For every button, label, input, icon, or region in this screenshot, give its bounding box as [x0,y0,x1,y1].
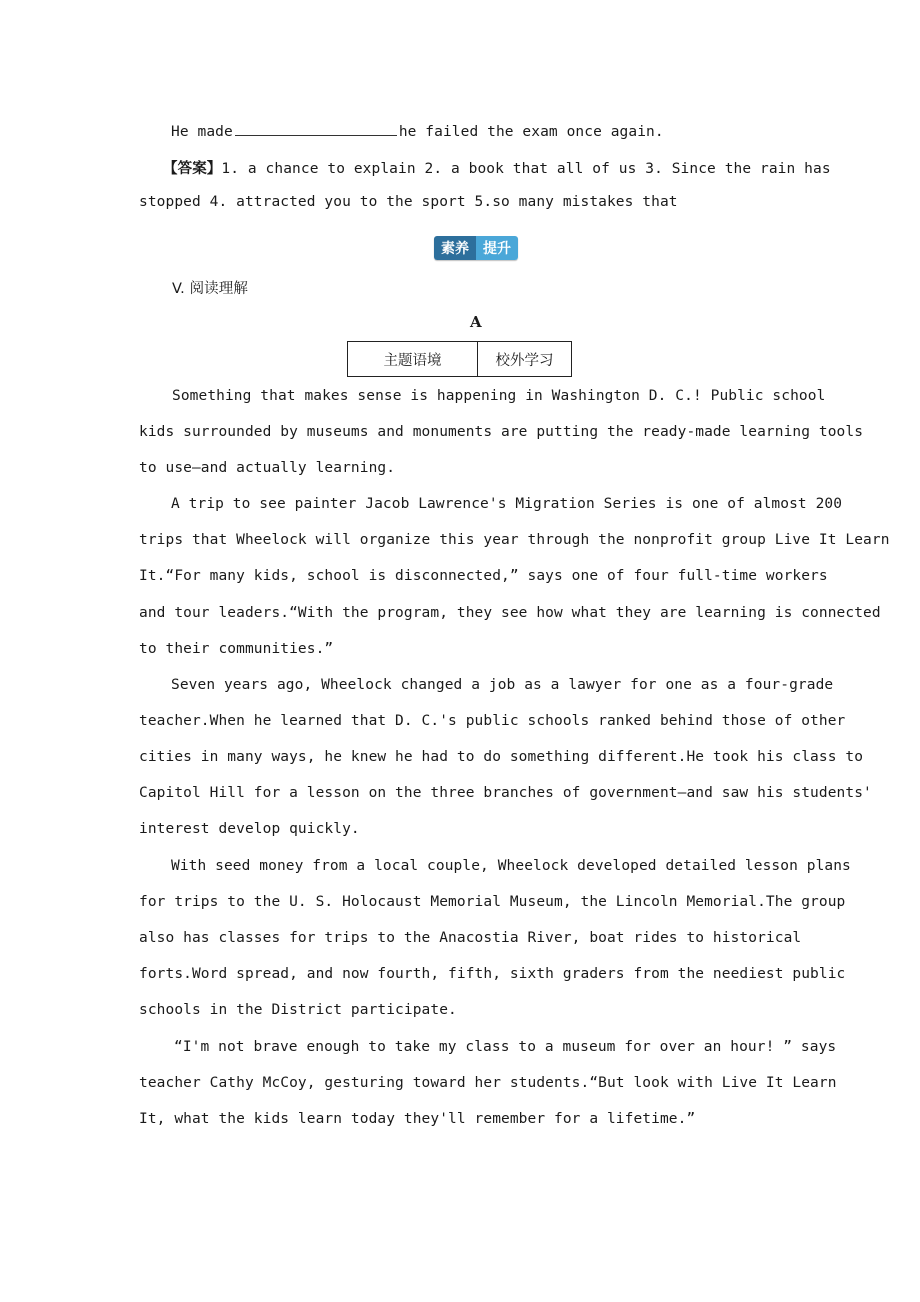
section-title: V. 阅读理解 [172,281,248,297]
badge-left-label: 素养 [434,236,476,260]
answer-label: 【答案】 [163,161,222,177]
passage-line: A trip to see painter Jacob Lawrence's Migration Series is one of almost 200 [171,496,843,512]
passage-line: schools in the District participate. [139,1002,457,1018]
passage-line: cities in many ways, he knew he had to do something different.He took his class to [139,749,864,765]
badge-right-label: 提升 [476,236,518,260]
part-heading: A [470,313,482,331]
sentence-start: He made [171,124,233,140]
theme-label-cell: 主题语境 [348,342,478,377]
passage-line: It.“For many kids, school is disconnected,” says one of four full-time workers [139,568,828,584]
passage-line: trips that Wheelock will organize this year through the nonprofit group Live It Learn [139,532,890,548]
passage-line: to use—and actually learning. [139,460,396,476]
passage-line: forts.Word spread, and now fourth, fifth, sixth graders from the neediest public [139,966,846,982]
answer-blank [235,121,397,136]
theme-table [347,341,572,377]
passage-line: to their communities.” [139,641,334,657]
passage-line: kids surrounded by museums and monuments are putting the ready-made learning tools [139,424,864,440]
passage-line: teacher.When he learned that D. C.'s public schools ranked behind those of other [139,713,846,729]
sentence-end: he failed the exam once again. [398,124,664,140]
passage-line: “I'm not brave enough to take my class to a museum for over an hour! ” says [174,1039,837,1055]
passage-line: also has classes for trips to the Anacostia River, boat rides to historical [139,930,802,946]
passage-line: With seed money from a local couple, Wheelock developed detailed lesson plans [171,858,851,874]
passage-line: It, what the kids learn today they'll remember for a lifetime.” [139,1111,696,1127]
passage-line: Capitol Hill for a lesson on the three branches of government—and saw his students' [139,785,872,801]
passage-line: Seven years ago, Wheelock changed a job as a lawyer for one as a four-grade [171,677,834,693]
answer-line-2: stopped 4. attracted you to the sport 5.so many mistakes that [139,194,678,210]
passage-line: for trips to the U. S. Holocaust Memorial Museum, the Lincoln Memorial.The group [139,894,846,910]
answer-line-1 [163,157,831,178]
theme-value-cell: 校外学习 [478,342,572,377]
literacy-badge [434,236,518,260]
passage-line: teacher Cathy McCoy, gesturing toward her students.“But look with Live It Learn [139,1075,837,1091]
passage-line: and tour leaders.“With the program, they see how what they are learning is connected [139,605,881,621]
answer-text-1: 1. a chance to explain 2. a book that all of us 3. Since the rain has [221,161,831,177]
exercise-sentence [171,121,664,140]
passage-line: Something that makes sense is happening in Washington D. C.! Public school [172,388,826,404]
passage-line: interest develop quickly. [139,821,360,837]
